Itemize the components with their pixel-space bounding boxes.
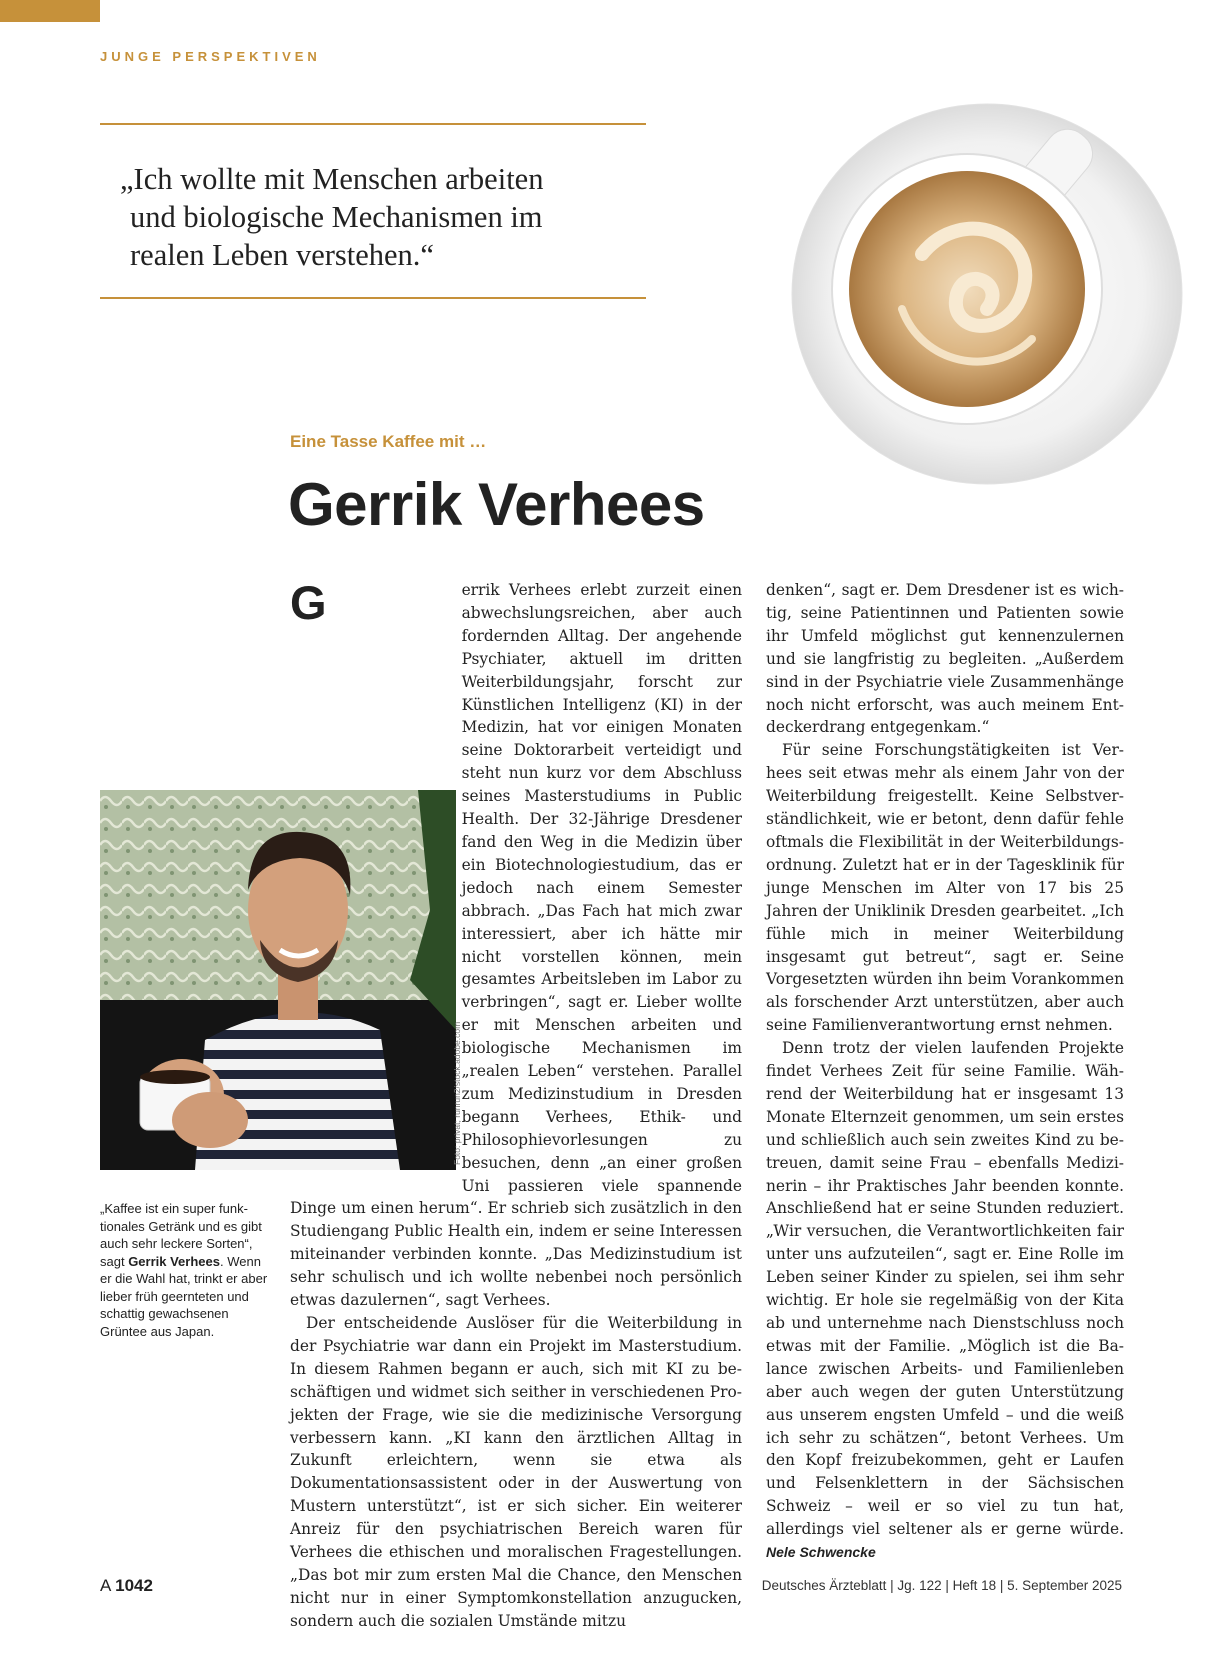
pull-quote [120,160,640,274]
pull-quote-line-3: realen Leben verstehen.“ [130,238,434,272]
coffee-cup-image [772,94,1202,524]
author-name: Nele Schwencke [766,1544,876,1561]
article-text-5: Denn trotz der vielen laufenden Projekte findet Verhees Zeit für seine Familie. Während der Weiterbildung hat er insgesamt 13 Monate Elternzeit genommen, um sein erstes und schließlich auch sein zweites Kind zu betreuen, damit seine Frau – ebenfalls Medizinerin – ihr Praktisches Jahr beenden konnte. Anschließend hat er seine Stunden reduziert. „Wir versuchen, die Verantwortlichkeiten fair unter uns aufzuteilen“, sagt er. Eine Rolle im Leben seiner Kinder zu spielen, sei ihm sehr wichtig. Er hole sie regelmäßig von der Kita ab und unternehme nach Dienstschluss noch etwas mit der Familie. „Möglich ist die Balance zwischen Arbeits- und Familienleben aber auch wegen der guten Unterstützung aus unserem engsten Umfeld – und die weiß ich sehr zu schätzen“, betont Verhees. Um den Kopf freizubekommen, geht er Laufen und Felsenklettern in der Sächsischen Schweiz – weil er so viel zu tun hat, allerdings viel seltener als er gerne würde. [766,1039,1124,1539]
corner-accent-bar [0,0,100,22]
quote-top-rule [100,123,646,125]
caption-text-after: . Wenn er die Wahl hat, trinkt er aber lieber früh geernteten und schattig gewachsenen Grüntee aus Japan. [100,1253,268,1339]
caption-text-before: „Kaffee ist ein super funktionales Getränk und es gibt auch sehr leckere Sorten“, sagt [100,1201,262,1269]
section-label: JUNGE PERSPEKTIVEN [100,49,321,64]
article-paragraph-5 [766,1037,1124,1564]
article-column-2 [766,579,1124,1564]
journal-info: Deutsches Ärzteblatt | Jg. 122 | Heft 18 | 5. September 2025 [761,1578,1122,1593]
photo-credit: Foto: privat; runrun2/stock.adobe.com [452,1021,462,1165]
page-number [100,1576,153,1596]
article-paragraph-1 [290,576,742,1312]
article-column-1 [290,576,742,1633]
quote-bottom-rule [100,297,646,299]
article-kicker: Eine Tasse Kaffee mit … [290,432,487,451]
article-paragraph-3: denken“, sagt er. Dem Dresdener ist es wichtig, seine Patientinnen und Patienten sowie ihr Umfeld möglichst gut kennenzulernen und sie langfristig zu begleiten. „Außerdem sind in der Psychiatrie viele Zusammenhänge noch nicht erforscht, was auch meinem Entdeckerdrang entgegenkam.“ [766,581,1124,737]
page-prefix: A [100,1576,111,1595]
article-paragraph-2: Der entscheidende Auslöser für die Weiterbildung in der Psychiatrie war dann ein Projekt im Masterstudium. In diesem Rahmen begann er auch, sich mit KI zu beschäftigen und widmet sich seither in verschiedenen Projekten der Frage, wie sie die medizinische Versorgung verbessern kann. „KI kann den ärztlichen Alltag in Zukunft erleichtern, wenn sie etwa als Dokumentationsassistent oder in der Auswertung von Mustern unterstützt“, ist er sich sicher. Ein weiterer Anreiz für den psychiatrischen Bereich waren für Verhees die ethischen und moralischen Fragestellungen. „Das bot mir zum ersten Mal die Chance, den Menschen nicht nur in einer Symptomkonstellation anzugucken, sondern auch die sozialen Umstände mitzu [290,1314,742,1630]
article-headline: Gerrik Verhees [288,471,705,538]
article-text-1: errik Verhees erlebt zurzeit einen abwechslungsreichen, aber auch fordernden Alltag. Der angehende Psychiater, aktuell im dritten Weiterbildungsjahr, forscht zur Künstlichen Intelligenz (KI) in der Medizin, hat vor einigen Monaten seine Doktorarbeit verteidigt und steht nun kurz vor dem Abschluss seines Masterstudiums in Public Health. Der 32-Jährige Dresdener fand den Weg in die Medizin über ein Biotechnologiestudium, das er jedoch nach einem Semester abbrach. „Das Fach hat mich zwar interessiert, aber ich hätte mir nicht vorstellen können, mein gesamtes Arbeitsleben im Labor zu verbringen“, sagt er. Lieber wollte er mit Menschen arbeiten und biologische Mechanismen im „realen Leben“ verstehen. Parallel zum Medizinstudium in Dresden begann Verhees, Ethik- und Philosophievorlesungen zu besuchen, denn „an einer großen Uni passieren viele spannende Dinge um einen herum“. Er schrieb sich zusätzlich in den Studiengang Public Health ein, indem er seine Interessen miteinander verbinden konnte. „Das Medizinstudium ist sehr schulisch und ich wollte nebenbei noch persönlich etwas dazulernen“, sagt Verhees. [290,581,742,1310]
drop-cap: G [290,576,327,629]
article-paragraph-4: Für seine Forschungstätigkeiten ist Verhees seit etwas mehr als einem Jahr von der Weiterbildung freigestellt. Keine Selbstverständlichkeit, wie er betont, denn dafür fehle oftmals die Flexibilität in der Weiterbildungsordnung. Zuletzt hat er in der Tagesklinik für junge Menschen im Alter von 17 bis 25 Jahren der Uniklinik Dresden gearbeitet. „Ich fühle mich in meiner Weiterbildung insgesamt gut betreut“, sagt er. Seine Vorgesetzten würden ihn beim Vorankommen als forschender Arzt unterstützen, aber auch seine Familienverantwortung ernst nehmen. [766,741,1124,1035]
pull-quote-line-2: und biologische Mechanismen im [130,200,543,234]
photo-wrap-spacer [272,765,462,1183]
photo-caption [100,1200,270,1340]
pull-quote-line-1: „Ich wollte mit Menschen arbeiten [120,162,544,196]
page-number-value: 1042 [115,1576,153,1595]
caption-name: Gerrik Verhees [128,1253,220,1269]
